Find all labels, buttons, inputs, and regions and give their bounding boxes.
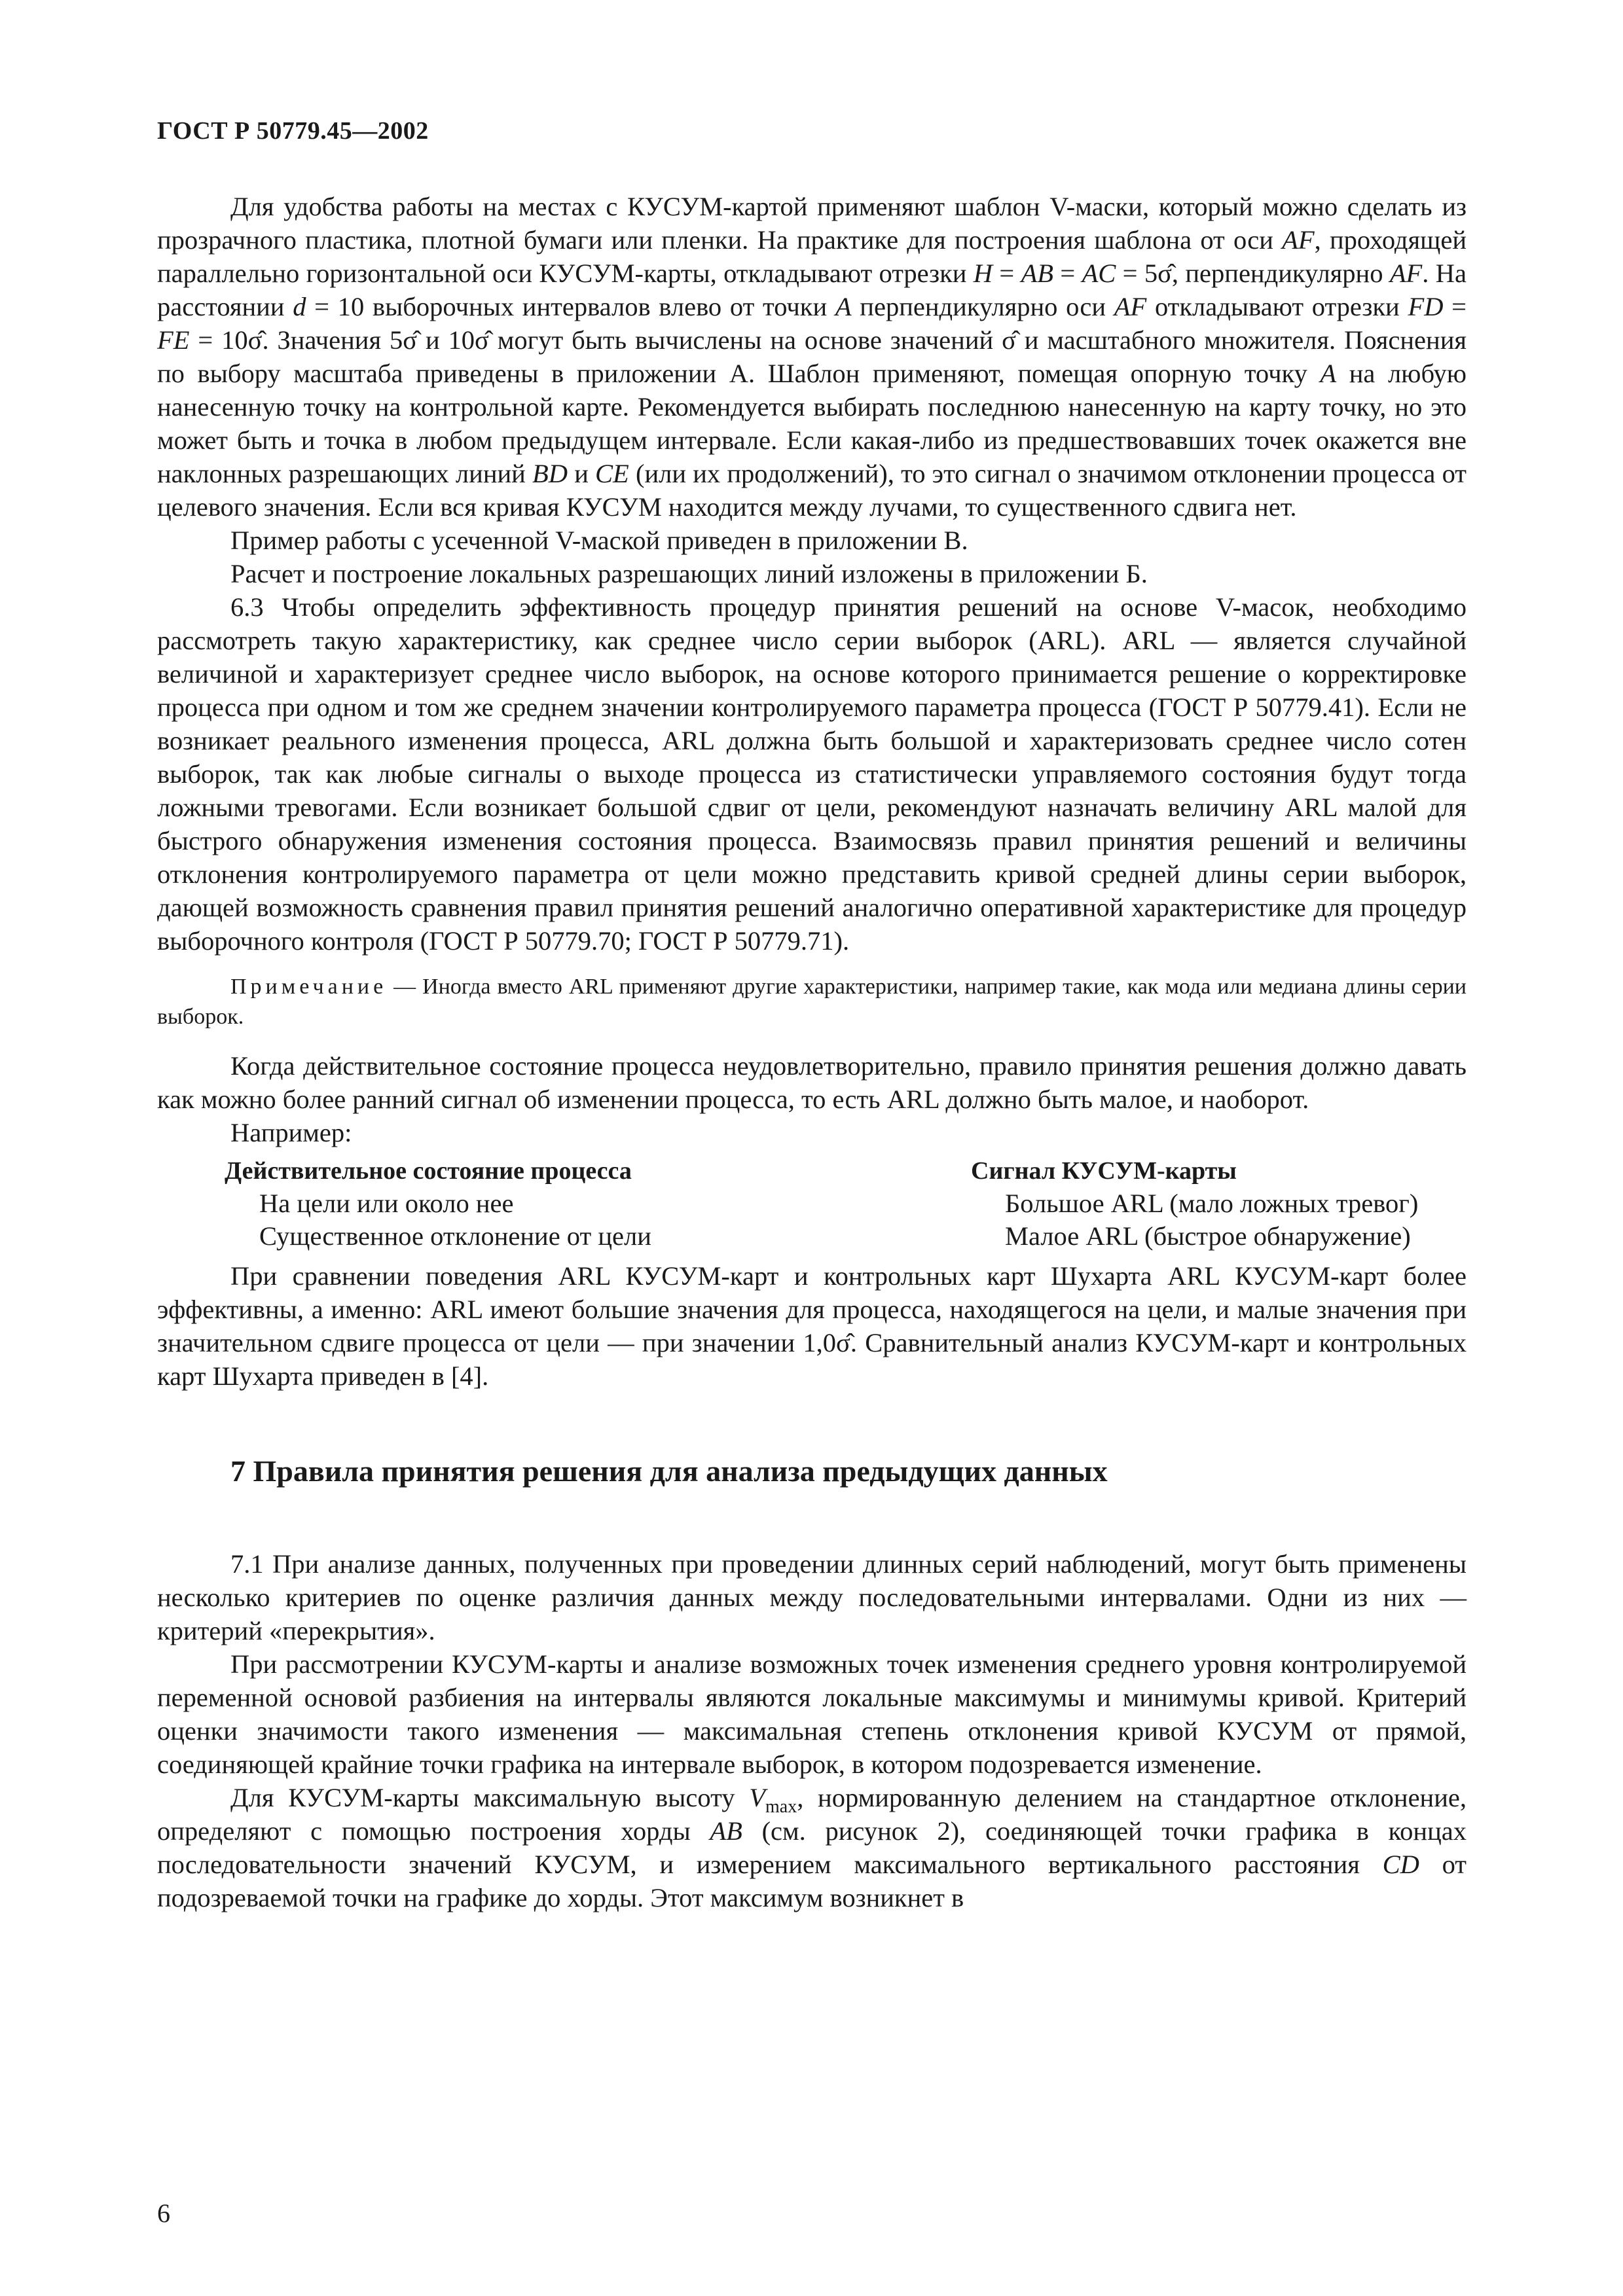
- note-text: — Иногда вместо ARL применяют другие характеристики, например такие, как мода или медиана длины серии выборок.: [157, 975, 1467, 1029]
- note: [157, 972, 1467, 1032]
- table-row: [157, 1220, 1467, 1253]
- paragraph-6-3-arl: 6.3 Чтобы определить эффективность процедур принятия решений на основе V-масок, необходимо рассмотреть такую характеристику, как среднее число серии выборок (ARL). ARL — является случайной величиной и характеризует среднее число выборок, на основе которого принимается решение о корректировке процесса при одном и том же среднем значении контролируемого параметра процесса (ГОСТ Р 50779.41). Если не возникает реального изменения процесса, ARL должна быть большой и характеризовать среднее число сотен выборок, так как любые сигналы о выходе процесса из статистически управляемого состояния будут тогда ложными тревогами. Если возникает большой сдвиг от цели, рекомендуют назначать величину ARL малой для быстрого обнаружения изменения состояния процесса. Взаимосвязь правил принятия решений и величины отклонения контролируемого параметра от цели можно представить кривой средней длины серии выборок, дающей возможность сравнения правил принятия решений аналогично оперативной характеристике для процедур выборочного контроля (ГОСТ Р 50779.70; ГОСТ Р 50779.71).: [157, 592, 1467, 956]
- paragraph-truncated-v-mask: Пример работы с усеченной V-маской приведен в приложении В.: [230, 526, 968, 555]
- paragraph-v-mask-template: Для удобства работы на местах с КУСУМ-картой применяют шаблон V-маски, который можно сделать из прозрачного пластика, плотной бумаги или пленки. На практике для построения шаблона от оси AF, проходящей параллельно горизонтальной оси КУСУМ-карты, откладывают отрезки H = AB = AC = 5σ̂, перпендикулярно AF. На расстоянии d = 10 выборочных интервалов влево от точки A перпендикулярно оси AF откладывают отрезки FD = FE = 10σ̂. Значения 5σ̂ и 10σ̂ могут быть вычислены на основе значений σ̂ и масштабного множителя. Пояснения по выбору масштаба приведены в приложении А. Шаблон применяют, помещая опорную точку A на любую нанесенную точку на контрольной карте. Рекомендуется выбирать последнюю нанесенную на карту точку, но это может быть и точка в любом предыдущем интервале. Если какая-либо из предшествовавших точек окажется вне наклонных разрешающих линий BD и CE (или их продолжений), то это сигнал о значимом отклонении процесса от целевого значения. Если вся кривая КУСУМ находится между лучами, то существенного сдвига нет.: [157, 192, 1467, 522]
- table-header-state: Действительное состояние процесса: [225, 1157, 632, 1185]
- page-number: 6: [157, 2198, 170, 2228]
- paragraph-local-lines: Расчет и построение локальных разрешающих линий изложены в приложении Б.: [230, 559, 1148, 588]
- section-7-title: 7 Правила принятия решения для анализа предыдущих данных: [230, 1454, 1108, 1488]
- table-cell-state: На цели или около нее: [259, 1189, 514, 1218]
- paragraph-cusum-intervals: При рассмотрении КУСУМ-карты и анализе возможных точек изменения среднего уровня контролируемой переменной основой разбиения на интервалы являются локальные максимумы и минимумы кривой. Критерий оценки значимости такого изменения — максимальная степень отклонения кривой КУСУМ от прямой, соединяющей крайние точки графика на интервале выборок, в котором подозревается изменение.: [157, 1649, 1467, 1779]
- table-cell-signal: Малое ARL (быстрое обнаружение): [1005, 1221, 1411, 1251]
- table-header-row: [157, 1155, 1467, 1187]
- document-header: ГОСТ Р 50779.45—2002: [157, 117, 429, 145]
- document-body: [157, 190, 1467, 1914]
- paragraph-7-1: 7.1 При анализе данных, полученных при проведении длинных серий наблюдений, могут быть применены несколько критериев по оценке различия данных между последовательными интервалами. Одни из них — критерий «перекрытия».: [157, 1549, 1467, 1645]
- paragraph-arl-signal: Когда действительное состояние процесса неудовлетворительно, правило принятия решения должно давать как можно более ранний сигнал об изменении процесса, то есть ARL должно быть малое, и наоборот.: [157, 1051, 1467, 1114]
- note-label: Примечание: [230, 975, 388, 999]
- paragraph-arl-comparison: При сравнении поведения ARL КУСУМ-карт и контрольных карт Шухарта ARL КУСУМ-карт более эффективны, а именно: ARL имеют большие значения для процесса, находящегося на цели, и малые значения при значительном сдвиге процесса от цели — при значении 1,0σ̂. Сравнительный анализ КУСУМ-карт и контрольных карт Шухарта приведен в [4].: [157, 1261, 1467, 1391]
- table-cell-state: Существенное отклонение от цели: [259, 1221, 651, 1251]
- paragraph-vmax: Для КУСУМ-карты максимальную высоту $V_{max}$, нормированную делением на стандартное отклонение, определяют с помощью построения хорды AB (см. рисунок 2), соединяющей точки графика в концах последовательности значений КУСУМ, и измерением максимального вертикального расстояния CD от подозреваемой точки на графике до хорды. Этот максимум возникнет в: [157, 1783, 1467, 1912]
- table-header-signal: Сигнал КУСУМ-карты: [971, 1157, 1237, 1185]
- table-cell-signal: Большое ARL (мало ложных тревог): [1005, 1189, 1419, 1218]
- example-table: [157, 1155, 1467, 1253]
- paragraph-example-intro: Например:: [230, 1118, 352, 1147]
- table-row: [157, 1187, 1467, 1220]
